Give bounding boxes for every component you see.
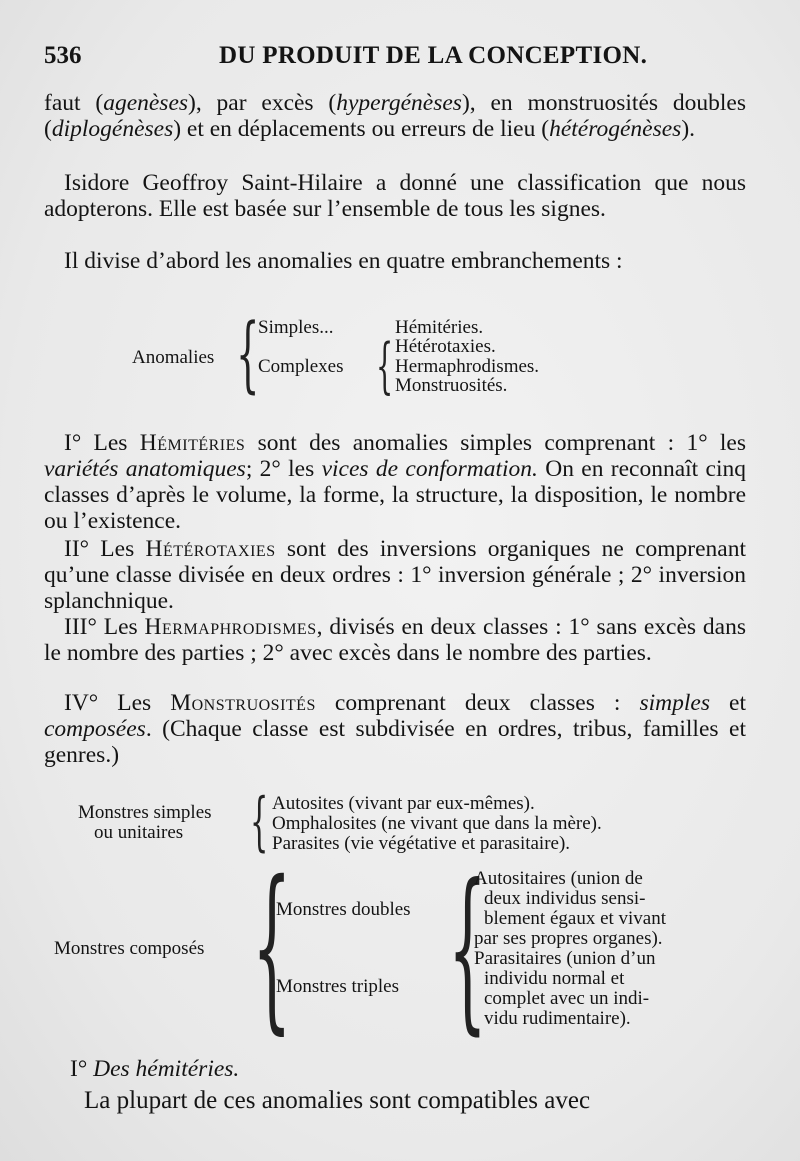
running-title: DU PRODUIT DE LA CONCEPTION. [219,42,648,69]
term-heterotaxies: Hétérotaxies [145,536,276,562]
text-run: II° Les [64,536,146,562]
term-varietes-anatomiques: variétés anatomiques [44,456,246,482]
diagram-monstres-composes: Monstres composés [54,938,205,959]
section-heading [44,1056,746,1088]
term-hypergeneses: hypergénèses [336,90,462,116]
diagram-complexes: Complexes [258,356,344,377]
paragraph-embranchements [44,248,746,280]
text-run: ). [681,116,696,142]
text-run: lieu ( [500,116,550,142]
autositaires-line-3: blement égaux et vivant [484,908,667,929]
text-run: comprenant deux classes : [315,690,640,716]
term-diplogeneses: diplogénèses [51,116,174,142]
paragraph-text: Isidore Geoffroy Saint-Hilaire a donné une classification que nous adopterons. Elle est basée sur l’ensemble de tous les signes. [44,170,746,222]
term-hemiteries: Hémitéries [139,430,246,456]
diagram-monstres-simples: Monstres simples [78,802,212,823]
brace-composes: { [252,843,292,1050]
term-heterogeneses: hétérogénèses [549,116,682,142]
autositaires-line-2: deux individus sensi- [484,888,646,909]
text-run: I° Les [64,430,140,456]
parasitaires-line-1: Parasitaires (union d’un [474,948,656,969]
brace-simples: { [250,785,269,859]
term-hermaphrodismes: Hermaphrodismes [144,614,317,640]
text-run: IV° Les [64,690,171,716]
brace-complexes: { [376,331,394,401]
brace-left: { [236,307,260,402]
term-vices-de-conformation: vices de conformation. [321,456,538,482]
text-run: , divisés en deux classes : 1° sans excès dans le nombre des parties ; 2° avec excès dans le nombre des parties. [44,614,746,666]
text-run: faut ( [44,90,104,116]
text-run: sont des inversions organiques ne comprenant qu’une classe divisée en deux ordres : 1° inversion générale ; 2° inversion splanchnique. [44,536,746,614]
diagram-heterotaxies: Hétérotaxies. [395,336,496,357]
paragraph-classification [44,170,746,228]
diagram-ou-unitaires: ou unitaires [94,822,184,843]
paragraph-hemiteries [44,430,746,540]
text-run: ; 2° les [245,456,322,482]
section-title: Des hémitéries. [93,1056,240,1082]
text-run: 1° les [686,430,747,456]
paragraph-monstruosites [44,690,746,774]
paragraph-text: Il divise d’abord les anomalies en quatre embranchements : [64,248,623,274]
text-run: ), par excès ( [188,90,337,116]
autositaires-line-4: par ses propres organes). [474,928,663,949]
text-run: et [709,690,746,716]
text-run: On en reconnaît cinq classes d’après le volume, la forme, la structure, la disposition, le nombre ou l’existence. [44,456,746,534]
term-composees: composées [44,716,146,742]
term-monstruosites: Monstruosités [170,690,316,716]
last-line [44,1088,746,1114]
section-number: I° [70,1056,94,1082]
parasitaires-line-3: complet avec un indi- [484,988,650,1009]
diagram-parasites: Parasites (vie végétative et parasitaire). [272,833,571,854]
paragraph-continuation [44,90,746,142]
diagram-root-anomalies: Anomalies [132,347,215,368]
diagram-omphalosites: Omphalosites (ne vivant que dans la mère). [272,813,602,834]
diagram-hemiteries: Hémitéries. [395,317,484,338]
text-run: ) et en déplacements ou erreurs de [173,116,495,142]
text-run: doubles ( [44,90,746,142]
parasitaires-line-2: individu normal et [484,968,625,989]
text-run: sont des anomalies simples comprenant : [245,430,675,456]
text-run: . (Chaque classe est subdivisée en ordres, tribus, familles et genres.) [44,716,746,768]
page-number: 536 [44,42,82,69]
brace-doubles-triples: { [448,848,487,1051]
diagram-autosites: Autosites (vivant par eux-mêmes). [272,793,535,814]
paragraph-heterotaxies [44,536,746,620]
diagram-hermaphrodismes: Hermaphrodismes. [395,356,540,377]
diagram-monstres-doubles: Monstres doubles [276,899,411,920]
paragraph-text: La plupart de ces anomalies sont compatibles avec [84,1087,591,1114]
text-run: ), en monstruosités [461,90,659,116]
diagram-monstruosites: Monstruosités. [395,375,508,396]
diagram-simples: Simples... [258,317,334,338]
term-simples: simples [639,690,710,716]
term-ageneses: agenèses [103,90,189,116]
diagram-monstres-triples: Monstres triples [276,976,399,997]
paragraph-hermaphrodismes [44,614,746,672]
autositaires-line-1: Autositaires (union de [474,868,643,889]
parasitaires-line-4: vidu rudimentaire). [484,1008,631,1029]
text-run: III° Les [64,614,145,640]
